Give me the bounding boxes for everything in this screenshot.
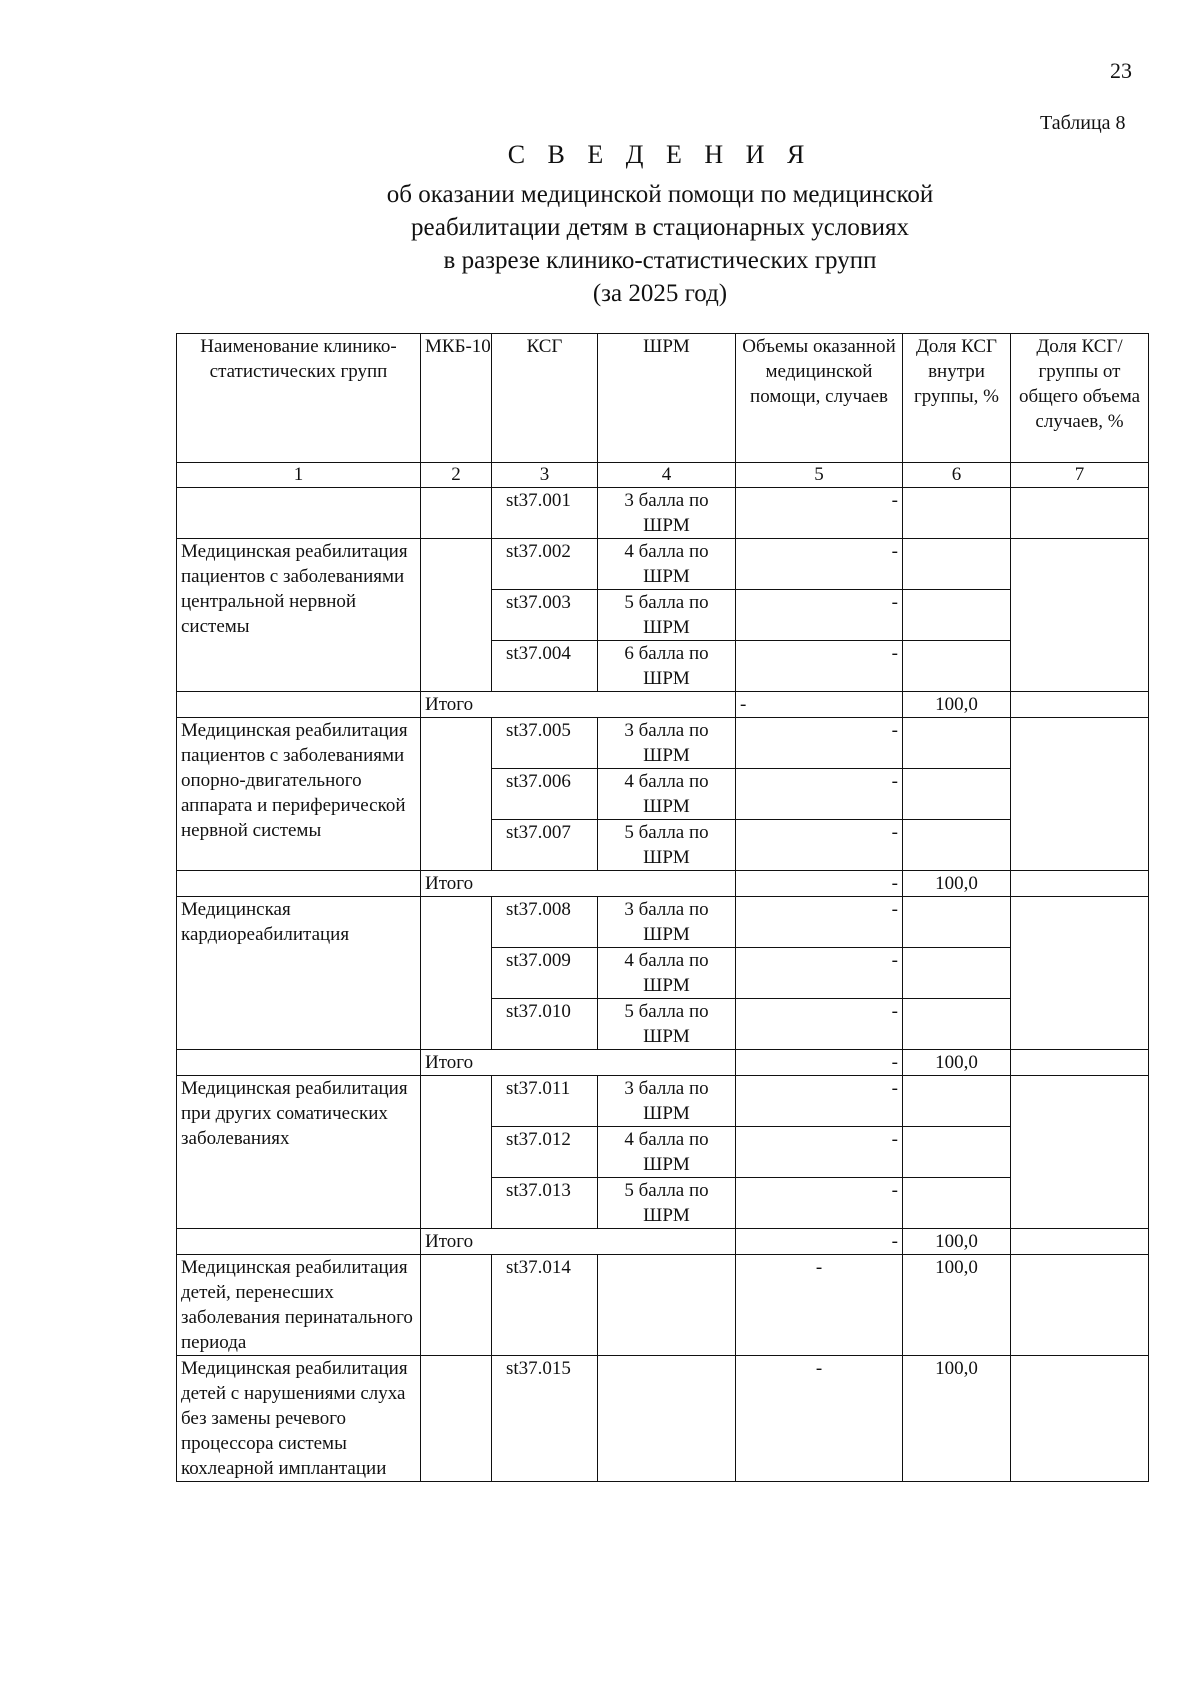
ksg-cell: st37.008 [492,897,598,948]
mkb-cell [421,539,492,692]
shrm-cell: 5 балла по ШРМ [598,999,736,1050]
group-name-cell: Медицинская кардиореабилитация [177,897,421,1050]
subtitle-line: реабилитации детям в стационарных условиях [410,214,910,241]
total-share-cell: 100,0 [903,1050,1011,1076]
total-share-cell: 100,0 [903,1229,1011,1255]
shrm-cell: 4 балла по ШРМ [598,539,736,590]
share-total-cell [1011,692,1149,718]
ksg-cell: st37.007 [492,820,598,871]
column-number-row [177,463,1149,488]
mkb-cell [421,1356,492,1482]
table-row [177,1356,1149,1482]
shrm-cell: 3 балла по ШРМ [598,488,736,539]
group-name-cell [177,488,421,539]
ksg-cell: st37.014 [492,1255,598,1356]
volume-cell: - [736,488,903,539]
total-share-cell: 100,0 [903,871,1011,897]
share-cell [903,590,1011,641]
shrm-cell: 5 балла по ШРМ [598,1178,736,1229]
column-number: 1 [177,463,421,488]
volume-cell: - [736,948,903,999]
share-cell [903,718,1011,769]
mkb-cell [421,718,492,871]
ksg-cell: st37.009 [492,948,598,999]
column-number: 2 [421,463,492,488]
mkb-cell [421,897,492,1050]
shrm-cell: 3 балла по ШРМ [598,897,736,948]
table-row [177,488,1149,539]
shrm-cell: 4 балла по ШРМ [598,1127,736,1178]
column-number: 6 [903,463,1011,488]
ksg-cell: st37.010 [492,999,598,1050]
share-cell [903,539,1011,590]
volume-cell: - [736,718,903,769]
empty-cell [177,692,421,718]
share-cell [903,1076,1011,1127]
mkb-cell [421,1255,492,1356]
empty-cell [177,871,421,897]
share-cell [903,769,1011,820]
column-number: 5 [736,463,903,488]
share-cell [903,820,1011,871]
total-row [177,1050,1149,1076]
table-row [177,1076,1149,1127]
column-number: 3 [492,463,598,488]
subtitle-line: (за 2025 год) [592,280,728,307]
table-row [177,897,1149,948]
column-number: 7 [1011,463,1149,488]
share-cell [903,641,1011,692]
ksg-cell: st37.006 [492,769,598,820]
volume-cell: - [736,1076,903,1127]
header-share-total: Доля КСГ/группы от общего объема случаев, % [1011,334,1149,463]
table-row [177,539,1149,590]
ksg-cell: st37.002 [492,539,598,590]
table-label: Таблица 8 [1040,112,1126,134]
shrm-cell: 4 балла по ШРМ [598,948,736,999]
total-label: Итого [421,1050,736,1076]
total-row [177,871,1149,897]
total-volume-cell: - [736,871,903,897]
ksg-cell: st37.001 [492,488,598,539]
volume-cell: - [736,1127,903,1178]
header-mkb: МКБ-10 [421,334,492,463]
total-label: Итого [421,692,736,718]
column-number: 4 [598,463,736,488]
share-cell [903,897,1011,948]
total-volume-cell: - [736,1229,903,1255]
document-title: С В Е Д Е Н И Я [507,140,813,169]
share-total-cell [1011,871,1149,897]
share-total-cell [1011,718,1149,871]
ksg-cell: st37.012 [492,1127,598,1178]
group-name-cell: Медицинская реабилитация детей с нарушениями слуха без замены речевого процессора системы кохлеарной имплантации [177,1356,421,1482]
total-share-cell: 100,0 [903,692,1011,718]
share-cell [903,999,1011,1050]
total-volume-cell: - [736,692,903,718]
ksg-cell: st37.004 [492,641,598,692]
header-share-in-group: Доля КСГ внутри группы, % [903,334,1011,463]
share-total-cell [1011,539,1149,692]
table-row [177,718,1149,769]
volume-cell: - [736,641,903,692]
page-number: 23 [1110,58,1132,83]
group-name-cell: Медицинская реабилитация детей, перенесших заболевания перинатального периода [177,1255,421,1356]
total-row [177,692,1149,718]
volume-cell: - [736,539,903,590]
share-cell [903,488,1011,539]
volume-cell: - [736,897,903,948]
share-total-cell [1011,1356,1149,1482]
volume-cell: - [736,1356,903,1482]
share-cell: 100,0 [903,1255,1011,1356]
share-total-cell [1011,897,1149,1050]
share-total-cell [1011,1076,1149,1229]
table-row [177,1255,1149,1356]
empty-cell [177,1229,421,1255]
header-ksg: КСГ [492,334,598,463]
shrm-cell [598,1255,736,1356]
share-total-cell [1011,488,1149,539]
header-name: Наименование клинико-статистических групп [177,334,421,463]
total-label: Итого [421,1229,736,1255]
ksg-cell: st37.005 [492,718,598,769]
document-subtitle [330,178,990,310]
shrm-cell: 5 балла по ШРМ [598,590,736,641]
share-cell [903,948,1011,999]
ksg-cell: st37.013 [492,1178,598,1229]
ksg-cell: st37.015 [492,1356,598,1482]
volume-cell: - [736,999,903,1050]
ksg-cell: st37.011 [492,1076,598,1127]
shrm-cell: 3 балла по ШРМ [598,718,736,769]
header-shrm: ШРМ [598,334,736,463]
subtitle-line: в разрезе клинико-статистических групп [443,247,877,274]
share-cell [903,1178,1011,1229]
share-total-cell [1011,1255,1149,1356]
subtitle-line: об оказании медицинской помощи по медицинской [386,181,934,208]
shrm-cell: 4 балла по ШРМ [598,769,736,820]
share-cell [903,1127,1011,1178]
group-name-cell: Медицинская реабилитация при других соматических заболеваниях [177,1076,421,1229]
mkb-cell [421,488,492,539]
empty-cell [177,1050,421,1076]
total-row [177,1229,1149,1255]
statistics-table [176,333,1149,1482]
total-volume-cell: - [736,1050,903,1076]
shrm-cell: 6 балла по ШРМ [598,641,736,692]
volume-cell: - [736,590,903,641]
share-total-cell [1011,1050,1149,1076]
volume-cell: - [736,1255,903,1356]
group-name-cell: Медицинская реабилитация пациентов с заболеваниями центральной нервной системы [177,539,421,692]
volume-cell: - [736,769,903,820]
ksg-cell: st37.003 [492,590,598,641]
shrm-cell: 3 балла по ШРМ [598,1076,736,1127]
header-row [177,334,1149,463]
group-name-cell: Медицинская реабилитация пациентов с заболеваниями опорно-двигательного аппарата и периферической нервной системы [177,718,421,871]
shrm-cell: 5 балла по ШРМ [598,820,736,871]
share-cell: 100,0 [903,1356,1011,1482]
volume-cell: - [736,1178,903,1229]
total-label: Итого [421,871,736,897]
header-volume: Объемы оказанной медицинской помощи, случаев [736,334,903,463]
volume-cell: - [736,820,903,871]
mkb-cell [421,1076,492,1229]
share-total-cell [1011,1229,1149,1255]
shrm-cell [598,1356,736,1482]
